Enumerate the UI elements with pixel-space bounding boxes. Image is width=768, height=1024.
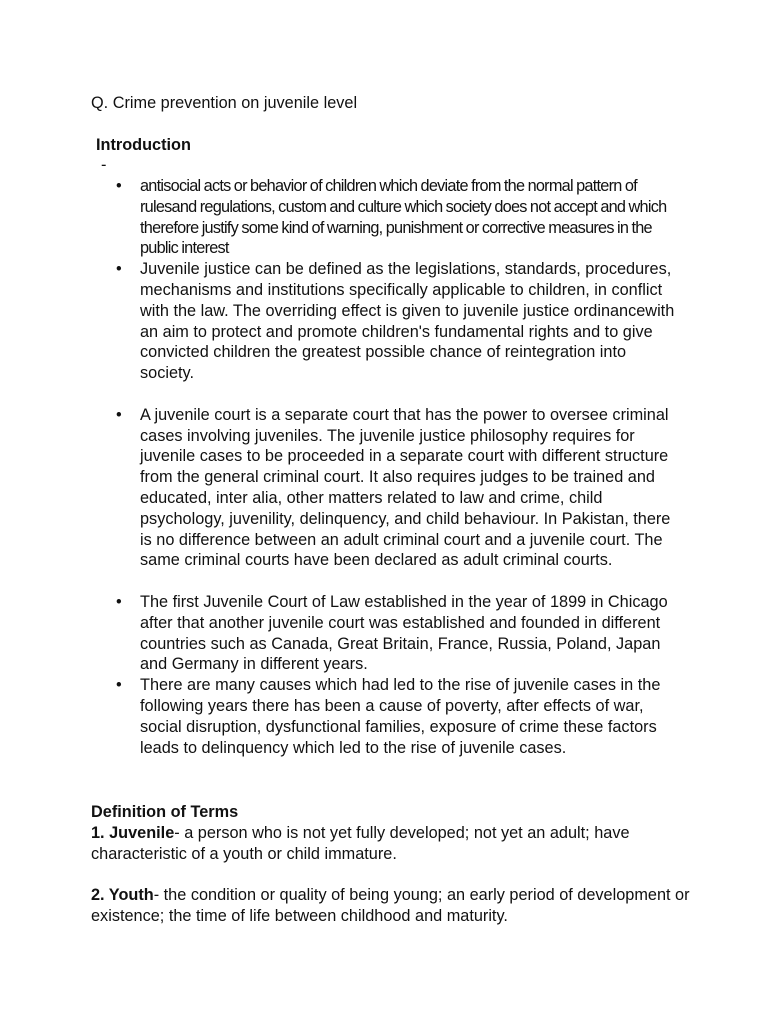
definition-text: - a person who is not yet fully developed; not yet an adult; have characteristic of a youth or child immature. <box>91 823 630 863</box>
bullet-text: There are many causes which had led to the rise of juvenile cases in the following years there has been a cause of poverty, after effects of war, social disruption, dysfunctional families, exposure of crime these factors leads to delinquency which led to the rise of juvenile cases. <box>140 676 661 757</box>
bullet-item <box>0 259 680 384</box>
bullet-dot: • <box>116 177 121 195</box>
bullet-item <box>0 176 680 259</box>
definitions-heading: Definition of Terms <box>91 803 239 821</box>
bullet-text: The first Juvenile Court of Law established in the year of 1899 in Chicago after that another juvenile court was established and founded in different countries such as Canada, Great Britain, France, Russia, Poland, Japan and Germany in different years. <box>140 592 668 674</box>
definition-term: 2. Youth <box>91 886 154 905</box>
definition-paragraph <box>91 885 691 927</box>
definitions-section <box>91 802 691 927</box>
bullet-text: antisocial acts or behavior of children which deviate from the normal pattern of rulesand regulations, custom and culture which society does not accept and which therefore justify some kind of warning, punishment or corrective measures in the public interest <box>140 177 667 258</box>
definition-text: - the condition or quality of being young; an early period of development or existence; the time of life between childhood and maturity. <box>91 886 690 925</box>
list-spacer <box>0 571 768 592</box>
definition-paragraph <box>91 823 691 865</box>
paragraph-spacer <box>91 864 691 885</box>
question-title: Q. Crime prevention on juvenile level <box>91 94 358 112</box>
bullet-text: Juvenile justice can be defined as the legislations, standards, procedures, mechanisms and institutions specifically applicable to children, in conflict with the law. The overriding effect is given to juvenile justice ordinancewith an aim to protect and promote children's fundamental rights and to give convicted children the greatest possible chance of reintegration into society. <box>140 260 675 383</box>
bullet-dot: • <box>116 260 122 279</box>
dash-marker: - <box>101 156 107 174</box>
bullet-dot: • <box>116 676 122 695</box>
list-spacer <box>0 384 768 405</box>
bullet-item <box>0 675 680 758</box>
introduction-heading: Introduction <box>96 136 191 154</box>
bullet-text: A juvenile court is a separate court that has the power to oversee criminal cases involving juveniles. The juvenile justice philosophy requires for juvenile cases to be proceeded in a separate court with different structure from the general criminal court. It also requires judges to be trained and educated, inter alia, other matters related to law and crime, child psychology, juvenility, delinquency, and child behaviour. In Pakistan, there is no difference between an adult criminal court and a juvenile court. The same criminal courts have been declared as adult criminal courts. <box>140 405 671 570</box>
bullet-dot: • <box>116 592 122 611</box>
bullet-item <box>0 405 680 571</box>
bullet-dot: • <box>116 405 122 424</box>
introduction-bullet-list <box>0 176 768 758</box>
definition-term: 1. Juvenile <box>91 823 175 842</box>
bullet-item <box>0 592 680 675</box>
